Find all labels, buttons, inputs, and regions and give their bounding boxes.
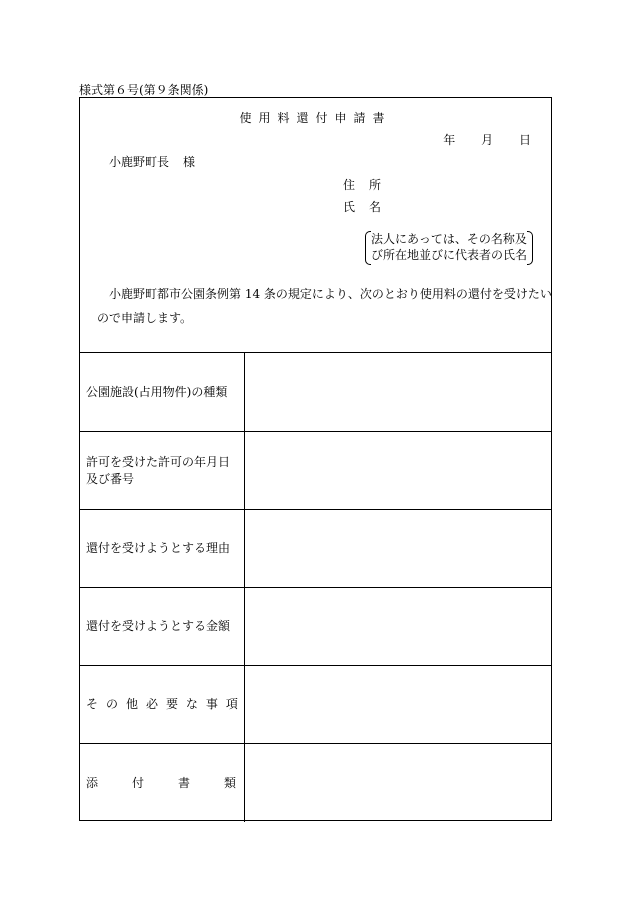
note-line-1: 法人にあっては、その名称及 <box>371 232 527 246</box>
left-bracket <box>365 231 371 265</box>
form-table <box>80 353 551 822</box>
date-line <box>443 131 531 148</box>
label-char: な <box>185 697 198 711</box>
date-day: 日 <box>518 133 531 147</box>
row-label-line-2: 及び番号 <box>86 471 135 486</box>
row-label-text: 公園施設(占用物件)の種類 <box>86 384 228 399</box>
note-line-2: び所在地並びに代表者の氏名 <box>371 248 528 262</box>
label-char: 必 <box>145 697 158 711</box>
corporate-note <box>365 231 533 263</box>
form-number-caption: 様式第６号(第９条関係) <box>79 83 209 97</box>
permit-date-field[interactable] <box>245 432 551 509</box>
addressee-honorific: 様 <box>183 155 196 169</box>
row-label-attachments <box>80 744 245 822</box>
row-label-line-1: 許可を受けた許可の年月日 <box>86 454 231 469</box>
form-header-section <box>80 98 551 353</box>
label-char: 書 <box>177 775 190 790</box>
row-label-other-matters <box>80 666 245 743</box>
label-char: そ <box>86 697 99 711</box>
table-row <box>80 510 551 588</box>
date-month: 月 <box>481 133 494 147</box>
facility-type-field[interactable] <box>245 353 551 431</box>
label-char: 項 <box>225 697 238 711</box>
date-year: 年 <box>443 133 456 147</box>
label-char: の <box>105 697 118 711</box>
name-label: 氏名 <box>343 200 396 214</box>
row-label-text: 還付を受けようとする金額 <box>86 619 231 633</box>
row-label-text <box>86 454 230 488</box>
row-label-refund-reason <box>80 510 245 587</box>
label-char: 他 <box>125 697 138 711</box>
label-char: 付 <box>131 775 144 790</box>
attachments-field[interactable] <box>245 744 551 822</box>
label-char: 添 <box>86 775 99 790</box>
table-row <box>80 666 551 744</box>
label-char: 類 <box>223 775 236 790</box>
row-label-text: 還付を受けようとする理由 <box>86 541 231 555</box>
row-label-text <box>86 696 238 713</box>
row-label-text <box>86 775 236 792</box>
refund-amount-field[interactable] <box>245 588 551 665</box>
other-matters-field[interactable] <box>245 666 551 743</box>
table-row <box>80 353 551 432</box>
row-label-permit-date <box>80 432 245 509</box>
label-char: 事 <box>205 697 218 711</box>
table-row <box>80 432 551 510</box>
table-row <box>80 744 551 822</box>
form-title: 使用料還付申請書 <box>239 111 392 125</box>
table-row <box>80 588 551 666</box>
addressee <box>109 153 195 170</box>
addressee-name: 小鹿野町長 <box>109 155 170 169</box>
application-form <box>79 97 552 821</box>
request-statement: 小鹿野町都市公園条例第 14 条の規定により、次のとおり使用料の還付を受けたいので申請します。 <box>97 287 552 325</box>
row-label-refund-amount <box>80 588 245 665</box>
refund-reason-field[interactable] <box>245 510 551 587</box>
right-bracket <box>527 231 533 265</box>
address-label: 住所 <box>343 178 396 192</box>
label-char: 要 <box>165 697 178 711</box>
row-label-facility-type <box>80 353 245 431</box>
